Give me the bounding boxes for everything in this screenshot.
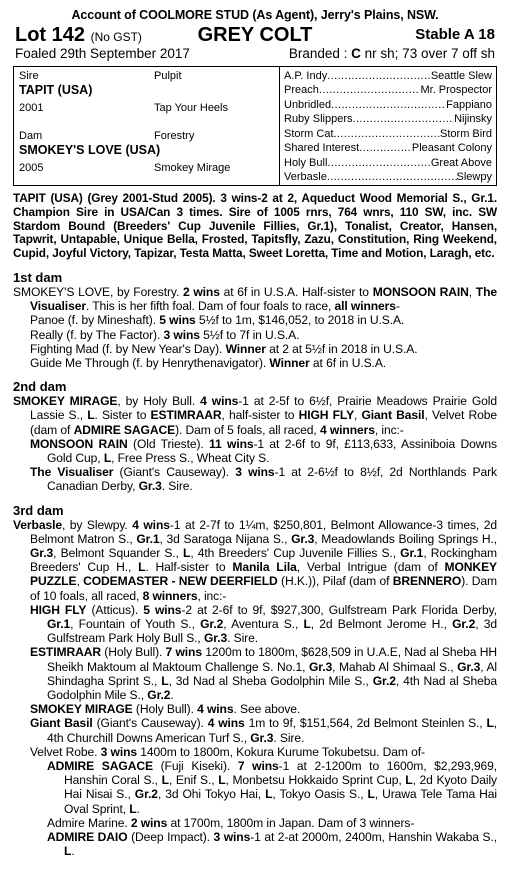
progeny-entry: SMOKEY MIRAGE (Holy Bull). 4 wins. See above. (30, 702, 301, 717)
third-dam-heading: 3rd dam (13, 502, 64, 518)
progeny-entry: The Visualiser (Giant's Causeway). 3 wins-1 at 2-6½f to 8½f, 2d Northlands Park Canadian Derby, Gr.3. Sire. (30, 465, 497, 494)
dot-leader (319, 84, 421, 96)
ancestor-name: Storm Cat (284, 128, 334, 140)
dam-name: SMOKEY'S LOVE (USA) (19, 143, 161, 157)
second-dam-heading: 2nd dam (13, 379, 67, 395)
ancestor-parent: Fappiano (446, 99, 492, 111)
dot-leader (327, 70, 431, 82)
sire-label: Sire (19, 70, 39, 82)
first-dam-entry: SMOKEY'S LOVE, by Forestry. 2 wins at 6f in U.S.A. Half-sister to MONSOON RAIN, The Visualiser. This is her fifth foal. Dam of four foals to race, all winners- (13, 284, 497, 314)
lot-line (13, 24, 497, 46)
progeny-entry: Giant Basil (Giant's Causeway). 4 wins 1m to 9f, $151,564, 2d Belmont Steinlen S., L, 4th Churchill Downs American Turf S., Gr.3. Sire. (30, 716, 498, 745)
dam-year: 2005 (19, 162, 44, 174)
ancestor-name: A.P. Indy (284, 70, 328, 82)
ancestor-row (284, 99, 492, 111)
grand-progeny-entry: Admire Marine. 2 wins at 1700m, 1800m in Japan. Dam of 3 winners- (47, 815, 415, 830)
dot-leader (327, 157, 430, 169)
ancestor-parent: Nijinsky (454, 113, 492, 125)
brand-marks: Branded : C nr sh; 73 over 7 off sh (288, 46, 495, 61)
ancestor-row (284, 70, 492, 82)
pedigree-table (13, 66, 497, 186)
ancestor-row (284, 113, 492, 125)
catalogue-page (13, 6, 497, 859)
ancestor-parent: Pleasant Colony (411, 142, 492, 154)
dot-leader (331, 99, 446, 111)
progeny-entry: HIGH FLY (Atticus). 5 wins-2 at 2-6f to 9f, $927,300, Gulfstream Park Florida Derby, Gr.1, Fountain of Youth S., Gr.2, Aventura S., L, 2d Belmont Jerome H., Gr.2, 3d Gulfstream Park Holy Bull S., Gr.3. Sire. (30, 602, 497, 646)
lot-number-text: Lot 142 (15, 24, 86, 46)
second-dam-entry: SMOKEY MIRAGE, by Holy Bull. 4 wins-1 at 2-5f to 6½f, Prairie Meadows Prairie Gold Lassie S., L. Sister to ESTIMRAAR, half-sister to HIGH FLY, Giant Basil, Velvet Robe (dam of ADMIRE SAGACE). Dam of 5 foals, all raced, 4 winners, inc:- (13, 394, 497, 437)
sire-summary: TAPIT (USA) (Grey 2001-Stud 2005). 3 wins-2 at 2, Aqueduct Wood Memorial S., Gr.1. Champion Sire in USA/Can 3 times. Sire of 1005 rnrs, 764 wnrs, 110 SW, inc. SW Stardom Bound (Breeders' Cup Juvenile Fillies, Gr.1), Tonalist, Creator, Hansen, Tapwrit, Untapable, Unique Bella, Frosted, Tapitsfly, Zazu, Constitution, Ring Weekend, Cupid, Joyful Victory, Tapizar, Testa Matta, Sweet Loretta, Time and Motion, Laragh, etc. (13, 191, 497, 261)
progeny-entry: Fighting Mad (f. by New Year's Day). Winner at 2 at 5½f in 2018 in U.S.A. (30, 341, 418, 356)
progeny-entry: Velvet Robe. 3 wins 1400m to 1800m, Kokura Kurume Tokubetsu. Dam of- (30, 744, 425, 759)
sire-sire: Pulpit (154, 70, 182, 82)
ancestor-parent: Great Above (430, 157, 492, 169)
sire-name: TAPIT (USA) (19, 83, 93, 97)
ancestor-parent: Storm Bird (440, 128, 492, 140)
ancestor-name: Ruby Slippers (284, 113, 353, 125)
grand-progeny-entry: ADMIRE SAGACE (Fuji Kiseki). 7 wins-1 at 2-1200m to 1600m, $2,293,969, Hanshin Coral S., L, Enif S., L, Monbetsu Hokkaido Sprint Cup, L, 2d Kyoto Daily Hai Nisai S., Gr.2, 3d Ohi Tokyo Hai, L, Tokyo Oasis S., L, Urawa Tele Tama Hai Oval Sprint, L. (47, 759, 497, 816)
ancestor-name: Preach (284, 84, 319, 96)
gst-note: (No GST) (90, 30, 142, 44)
stable-location: Stable A 18 (415, 26, 495, 43)
ancestor-row (284, 142, 492, 154)
progeny-entry: Panoe (f. by Mineshaft). 5 wins 5½f to 1m, $146,052, to 2018 in U.S.A. (30, 313, 405, 328)
ancestor-parent: Seattle Slew (430, 70, 492, 82)
foaling-date: Foaled 29th September 2017 (15, 46, 190, 61)
great-grand-progeny-entry: ADMIRE DAIO (Deep Impact). 3 wins-1 at 2-at 2000m, 2400m, Hanshin Wakaba S., L. (47, 830, 497, 859)
ancestor-row (284, 128, 492, 140)
vendor-account: Account of COOLMORE STUD (As Agent), Jerry's Plains, NSW. (71, 8, 439, 22)
dot-leader (352, 113, 454, 125)
pedigree-divider (279, 67, 280, 185)
ancestor-name: Verbasle (284, 171, 327, 183)
progeny-entry: Really (f. by The Factor). 3 wins 5½f to 7f in U.S.A. (30, 327, 300, 342)
ancestor-parent: Slewpy (456, 171, 492, 183)
ancestor-name: Holy Bull (284, 157, 328, 169)
ancestor-name: Shared Interest (284, 142, 360, 154)
ancestor-row (284, 84, 492, 96)
sire-year: 2001 (19, 102, 44, 114)
progeny-entry: MONSOON RAIN (Old Trieste). 11 wins-1 at 2-6f to 9f, £113,633, Assiniboia Downs Gold Cup, L, Free Press S., Wheat City S. (30, 436, 497, 466)
ancestor-name: Unbridled (284, 99, 332, 111)
dot-leader (359, 142, 412, 154)
progeny-entry: Guide Me Through (f. by Henrythenavigator). Winner at 6f in U.S.A. (30, 356, 387, 370)
ancestor-row (284, 157, 492, 169)
foal-line (13, 46, 497, 62)
ancestor-parent: Mr. Prospector (420, 84, 492, 96)
progeny-entry: ESTIMRAAR (Holy Bull). 7 wins 1200m to 1800m, $628,509 in U.A.E, Nad al Sheba HH Sheikh Maktoum al Maktoum Challenge S. No.1, Gr.3, Mahab Al Shimaal S., Gr.3, Al Shindagha Sprint S., L, 3d Nad al Sheba Godolphin Mile S., Gr.2, 4th Nad al Sheba Godolphin Mile S., Gr.2. (30, 645, 497, 703)
horse-sex-colour: GREY COLT (197, 24, 313, 46)
dam-sire: Forestry (154, 130, 195, 142)
dam-label: Dam (19, 130, 43, 142)
dot-leader (327, 171, 457, 183)
dot-leader (334, 128, 441, 140)
first-dam-heading: 1st dam (13, 269, 63, 285)
third-dam-entry: Verbasle, by Slewpy. 4 wins-1 at 2-7f to 1¼m, $250,801, Belmont Allowance-3 times, 2d Belmont Matron S., Gr.1, 3d Saratoga Nijana S., Gr.3, Meadowlands Boiling Springs H., Gr.3, Belmont Squander S., L, 4th Breeders' Cup Juvenile Fillies S., Gr.1, Rockingham Breeders' Cup H., L. Half-sister to Manila Lila, Verbal Intrigue (dam of MONKEY PUZZLE, CODEMASTER - NEW DEERFIELD (H.K.)), Pilaf (dam of BRENNERO). Dam of 10 foals, all raced, 8 winners, inc:- (13, 517, 497, 603)
sire-dam: Tap Your Heels (154, 102, 228, 114)
ancestor-row (284, 171, 492, 183)
dam-dam: Smokey Mirage (154, 162, 231, 174)
